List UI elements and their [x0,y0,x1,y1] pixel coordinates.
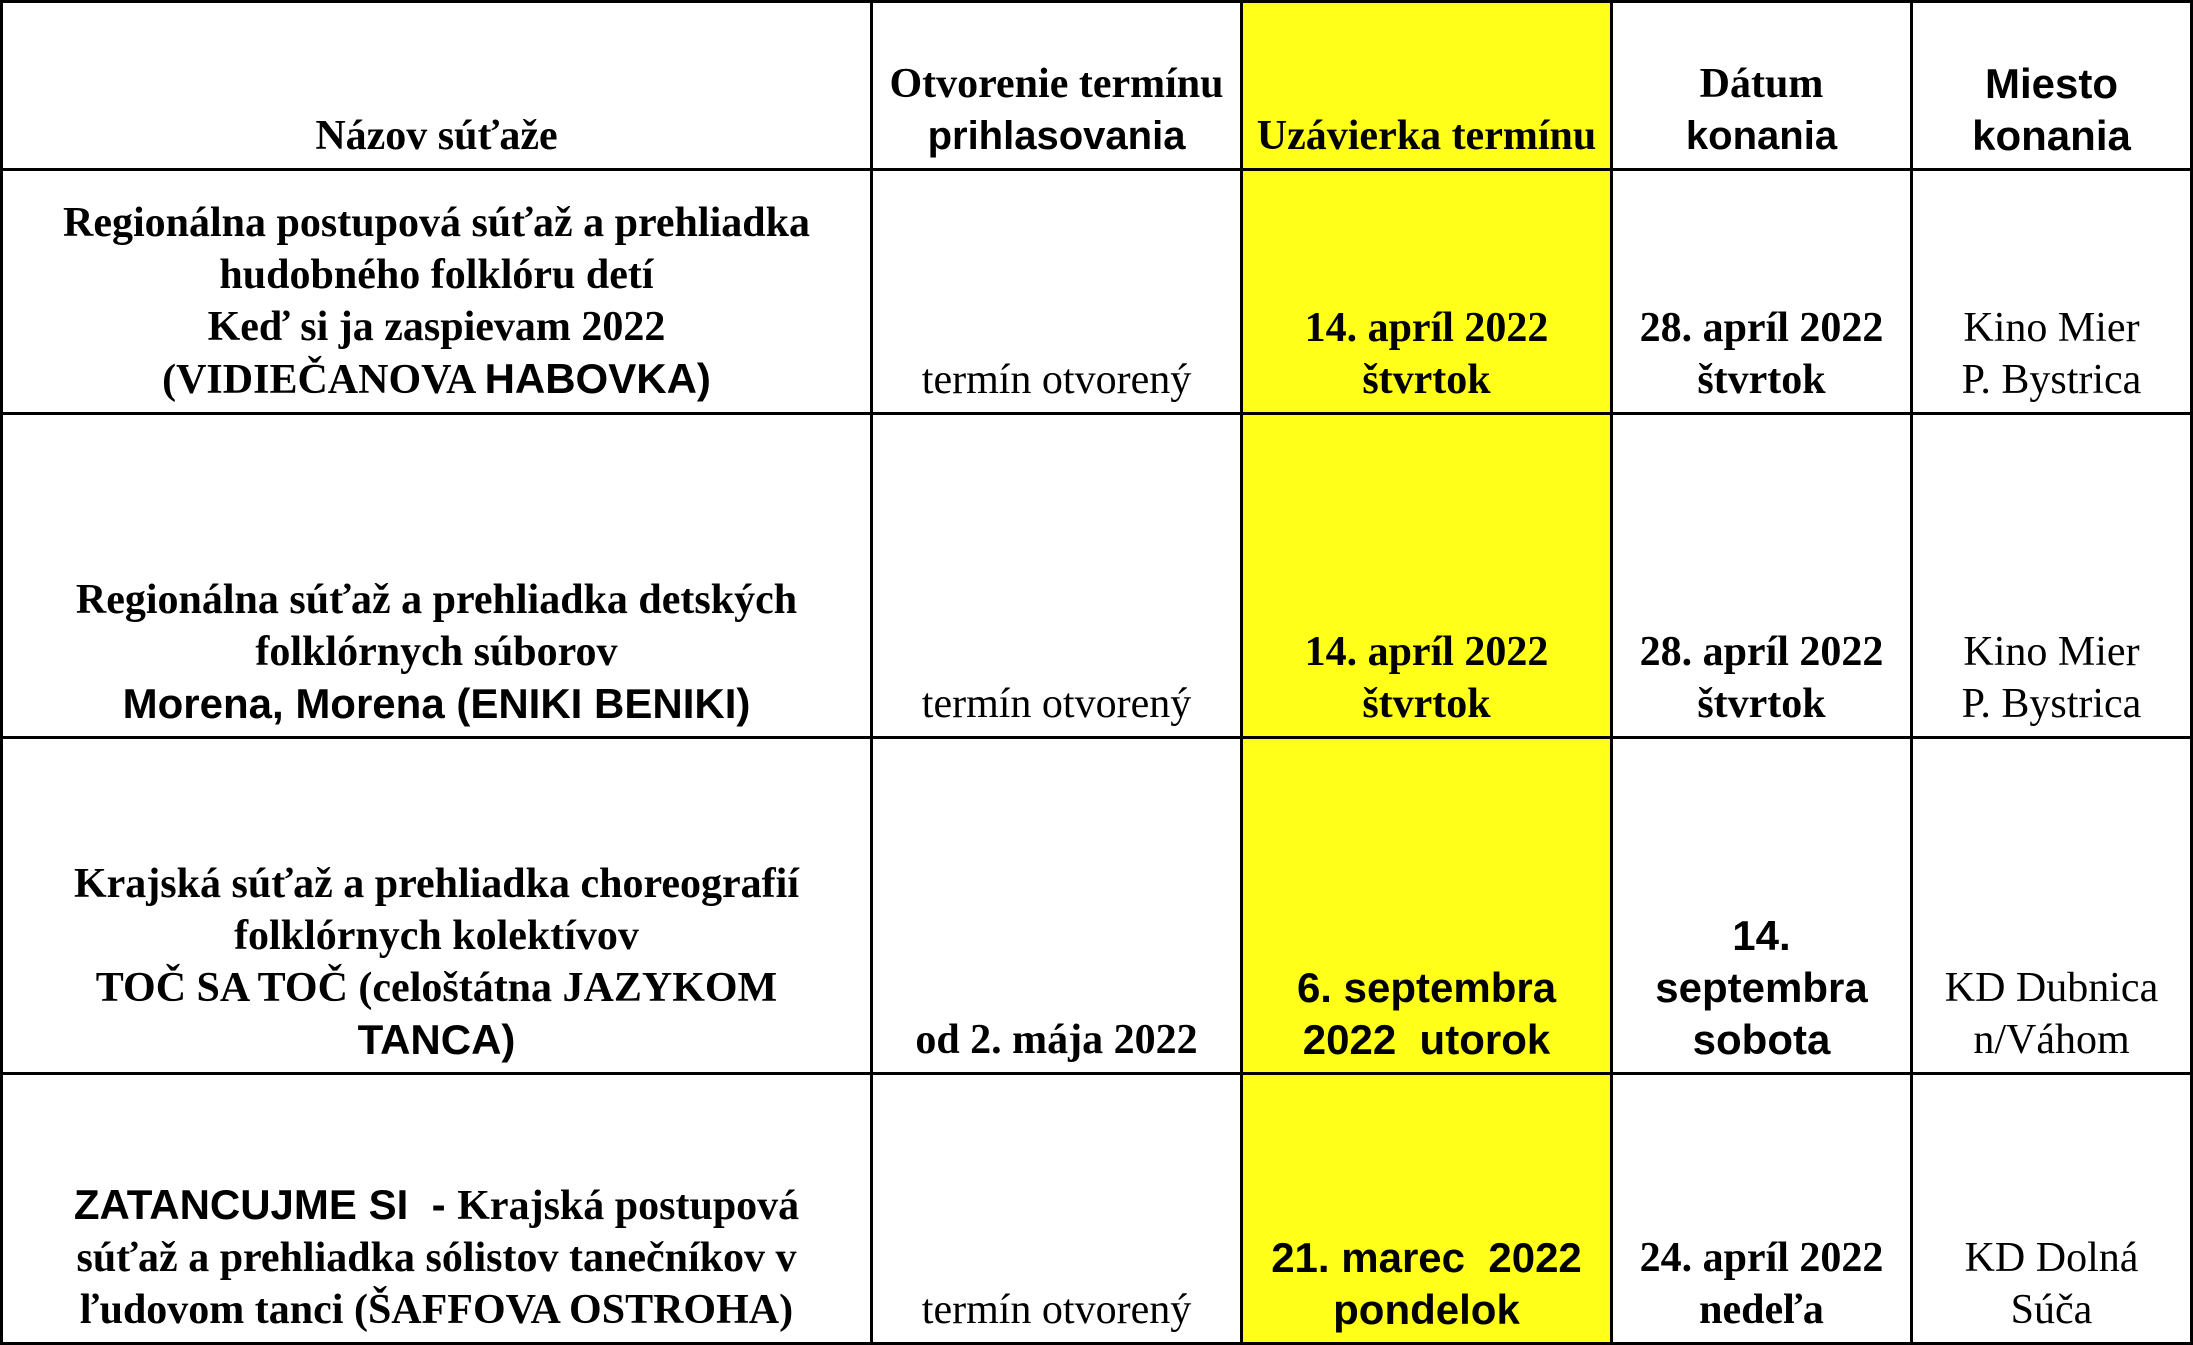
header-place-line2: konania [1972,112,2131,159]
header-row [2,2,2192,170]
name-line: súťaž a prehliadka sólistov tanečníkov v [76,1235,797,1281]
header-registration-open [872,2,1242,170]
competition-name [2,170,872,414]
deadline-cell [1242,738,1612,1074]
header-name [2,2,872,170]
header-date-line1: Dátum [1699,61,1824,107]
registration-open-value: termín otvorený [921,681,1192,727]
event-date [1612,738,1912,1074]
event-place-line: KD Dolná [1964,1235,2139,1281]
registration-open-value: od 2. mája 2022 [915,1017,1198,1063]
registration-open [872,738,1242,1074]
deadline-day: štvrtok [1362,357,1491,403]
registration-open-value: termín otvorený [921,1287,1192,1333]
event-place-line: P. Bystrica [1961,681,2142,727]
deadline-day: 2022 utorok [1302,1016,1551,1063]
header-deadline-label: Uzávierka termínu [1256,113,1597,159]
registration-open [872,414,1242,738]
event-place-line: Kino Mier [1963,629,2140,675]
header-open-line1: Otvorenie termínu [889,61,1224,107]
event-date-value: septembra [1655,964,1868,1011]
competition-name [2,1074,872,1344]
name-line: Keď si ja zaspievam 2022 [207,304,666,350]
event-date-value: 28. apríl 2022 [1639,629,1884,675]
table-row [2,1074,2192,1344]
header-date-line2: konania [1685,114,1838,158]
deadline-date: 6. septembra [1296,964,1557,1011]
deadline-date: 21. marec 2022 [1271,1234,1582,1281]
header-event-date [1612,2,1912,170]
table-row [2,170,2192,414]
event-date-value: 24. apríl 2022 [1639,1235,1884,1281]
event-date [1612,170,1912,414]
event-date [1612,414,1912,738]
header-deadline [1242,2,1612,170]
event-place-line: P. Bystrica [1961,357,2142,403]
name-line: folklórnych kolektívov [234,913,639,959]
event-place-line: n/Váhom [1973,1017,2130,1063]
deadline-date: 14. apríl 2022 [1304,629,1549,675]
competition-name [2,738,872,1074]
name-line: Regionálna postupová súťaž a prehliadka [63,200,810,246]
header-open-line2: prihlasovania [927,114,1186,158]
event-place-line: Súča [2010,1287,2093,1333]
header-event-place [1912,2,2192,170]
event-day: nedeľa [1699,1287,1824,1333]
registration-open [872,1074,1242,1344]
event-day: štvrtok [1697,681,1826,727]
event-place [1912,1074,2192,1344]
registration-open [872,170,1242,414]
header-place-line1: Miesto [1984,60,2118,107]
competition-name [2,414,872,738]
event-place-line: KD Dubnica [1944,965,2159,1011]
name-line: hudobného folklóru detí [219,252,654,298]
name-line: Krajská súťaž a prehliadka choreografií [73,861,799,907]
deadline-cell [1242,1074,1612,1344]
deadline-day: pondelok [1333,1286,1520,1333]
event-date [1612,1074,1912,1344]
name-line: TANCA) [357,1016,516,1063]
event-date-value: 28. apríl 2022 [1639,305,1884,351]
table-row [2,414,2192,738]
event-day: sobota [1692,1016,1831,1063]
name-line: Morena, Morena (ENIKI BENIKI) [122,680,751,727]
event-day: štvrtok [1697,357,1826,403]
name-line: Krajská postupová [457,1183,800,1229]
name-line: ZATANCUJME SI - [73,1181,458,1228]
deadline-cell [1242,170,1612,414]
registration-open-value: termín otvorený [921,357,1192,403]
header-name-label: Názov súťaže [315,113,558,159]
name-line: folklórnych súborov [255,629,618,675]
event-place [1912,738,2192,1074]
event-place-line: Kino Mier [1963,305,2140,351]
name-line: TOČ SA TOČ (celoštátna JAZYKOM [95,965,778,1011]
deadline-date: 14. apríl 2022 [1304,305,1549,351]
event-place [1912,414,2192,738]
name-line: ľudovom tanci (ŠAFFOVA OSTROHA) [79,1287,794,1333]
event-place [1912,170,2192,414]
deadline-day: štvrtok [1362,681,1491,727]
name-line: HABOVKA) [484,355,711,402]
name-line: Regionálna súťaž a prehliadka detských [75,577,798,623]
deadline-cell [1242,414,1612,738]
name-line: (VIDIEČANOVA [162,357,485,403]
event-date-value: 14. [1732,912,1791,959]
table-row [2,738,2192,1074]
